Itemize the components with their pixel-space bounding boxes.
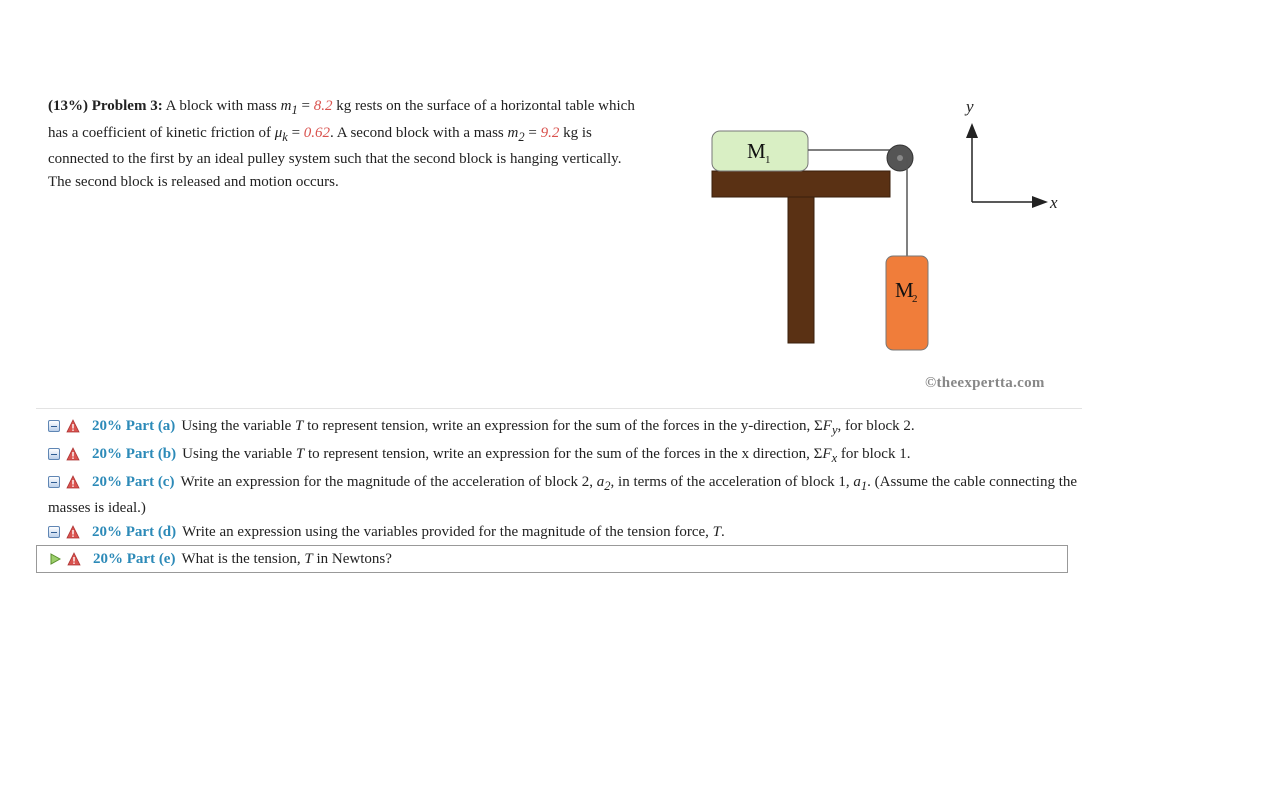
part-label[interactable]: 20% Part (a): [92, 418, 176, 434]
part-a[interactable]: 20% Part (a) Using the variable T to represent tension, write an expression for the sum of the forces in the y-direction, $\Sigma F_y$, for block 2.: [48, 415, 1078, 441]
pulley-diagram: [700, 90, 1080, 400]
warning-icon: [66, 447, 80, 461]
problem-statement: (13%) Problem 3: A block with mass $m_1 = 8.2$ kg rests on the surface of a horizontal table which has a coefficient of kinetic friction of $\mu_k = 0.62$. A second block with a mass $m_2 = 9.2$ kg is connected to the first by an ideal pulley system such that the second block is hanging vertically. The second block is released and motion occurs.: [48, 98, 635, 190]
warning-icon: [66, 475, 80, 489]
x-axis-arrow: [1032, 196, 1048, 208]
block-m2-sub: 2: [912, 293, 918, 305]
expand-arrow-icon[interactable]: [49, 553, 61, 565]
table-leg: [788, 197, 814, 343]
warning-icon: [66, 419, 80, 433]
part-b[interactable]: 20% Part (b) Using the variable T to represent tension, write an expression for the sum of the forces in the x direction, $\Sigma F_x$ for block 1.: [48, 443, 1078, 469]
part-c[interactable]: 20% Part (c) Write an expression for the magnitude of the acceleration of block 2, $a_2$, in terms of the acceleration of block 1, $a_1$. (Assume the cable connecting the masses is ideal.): [48, 474, 1078, 516]
m1-value: 8.2: [313, 98, 333, 114]
y-axis-arrow: [966, 123, 978, 138]
divider: [36, 408, 1082, 409]
mu-value: 0.62: [303, 124, 331, 141]
collapse-icon[interactable]: [48, 448, 60, 460]
block-m1-sub: 1: [765, 154, 771, 166]
copyright: ©theexpertta.com: [925, 375, 1045, 391]
problem-header: (13%) Problem 3:: [48, 98, 163, 114]
table-top: [712, 171, 890, 197]
part-e[interactable]: 20% Part (e) What is the tension, T in Newtons?: [36, 545, 1068, 573]
collapse-icon[interactable]: [48, 476, 60, 488]
block-m2-label: M: [895, 278, 914, 302]
y-axis-label: y: [966, 97, 974, 116]
x-axis-label: x: [1050, 193, 1058, 212]
parts-list: [48, 413, 1078, 575]
part-label[interactable]: 20% Part (b): [92, 446, 177, 462]
part-label[interactable]: 20% Part (c): [92, 474, 175, 490]
part-d[interactable]: 20% Part (d) Write an expression using the variables provided for the magnitude of the tension force, T.: [48, 521, 1078, 543]
block-m1-label: M: [747, 139, 766, 163]
part-label[interactable]: 20% Part (e): [93, 551, 176, 567]
warning-icon: [67, 552, 81, 566]
collapse-icon[interactable]: [48, 526, 60, 538]
m2-value: 9.2: [540, 124, 560, 141]
collapse-icon[interactable]: [48, 420, 60, 432]
block-m2: [886, 256, 928, 350]
warning-icon: [66, 525, 80, 539]
part-label[interactable]: 20% Part (d): [92, 524, 177, 540]
